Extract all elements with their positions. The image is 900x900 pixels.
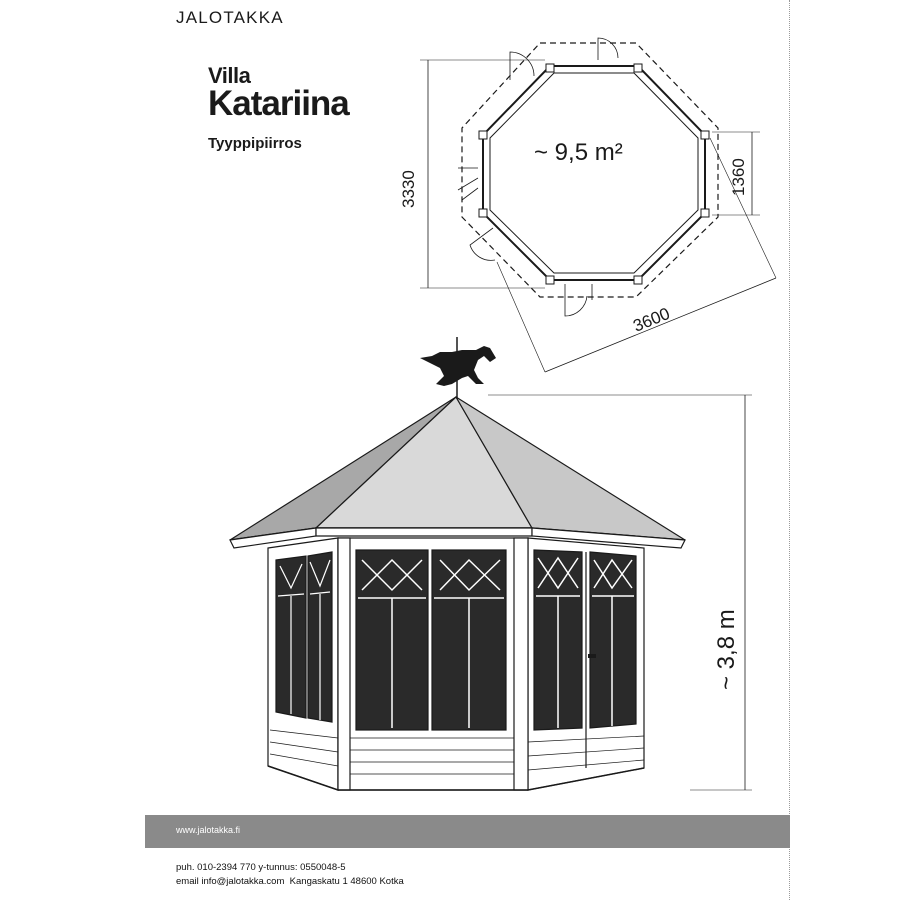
- door-swing-bottomleft: [470, 228, 495, 260]
- door-swing-top: [598, 38, 618, 60]
- outer-wall: [483, 66, 705, 280]
- posts: [479, 64, 709, 284]
- height-label: ~ 3,8 m: [713, 609, 740, 690]
- door-handle-icon: [588, 654, 596, 658]
- floor-plan: [420, 38, 776, 372]
- contact-phone-line: puh. 010-2394 770 y-tunnus: 0550048-5: [176, 862, 346, 873]
- roof-outline: [462, 43, 718, 297]
- dim-width-label: 3600: [630, 303, 673, 336]
- footer-bar: [145, 815, 790, 848]
- contact-email-line: email info@jalotakka.com Kangaskatu 1 48600 Kotka: [176, 876, 404, 887]
- title-katariina: Katariina: [208, 84, 349, 123]
- dim-depth-label: 3330: [399, 170, 418, 208]
- footer-url[interactable]: www.jalotakka.fi: [176, 825, 241, 835]
- horse-weathervane-icon: [420, 346, 496, 386]
- inner-wall: [490, 73, 698, 273]
- subtitle-type-drawing: Tyyppipiirros: [208, 135, 302, 152]
- brand-logo: JALOTAKKA: [176, 8, 284, 27]
- area-label: ~ 9,5 m²: [534, 139, 623, 166]
- elevation-view: [230, 337, 752, 790]
- door-swing-left: [458, 168, 478, 200]
- title-villa: Villa: [208, 63, 251, 88]
- door-swing-topleft: [510, 52, 534, 80]
- door-swing-bottom: [565, 284, 592, 316]
- dim-side-label: 1360: [729, 158, 748, 196]
